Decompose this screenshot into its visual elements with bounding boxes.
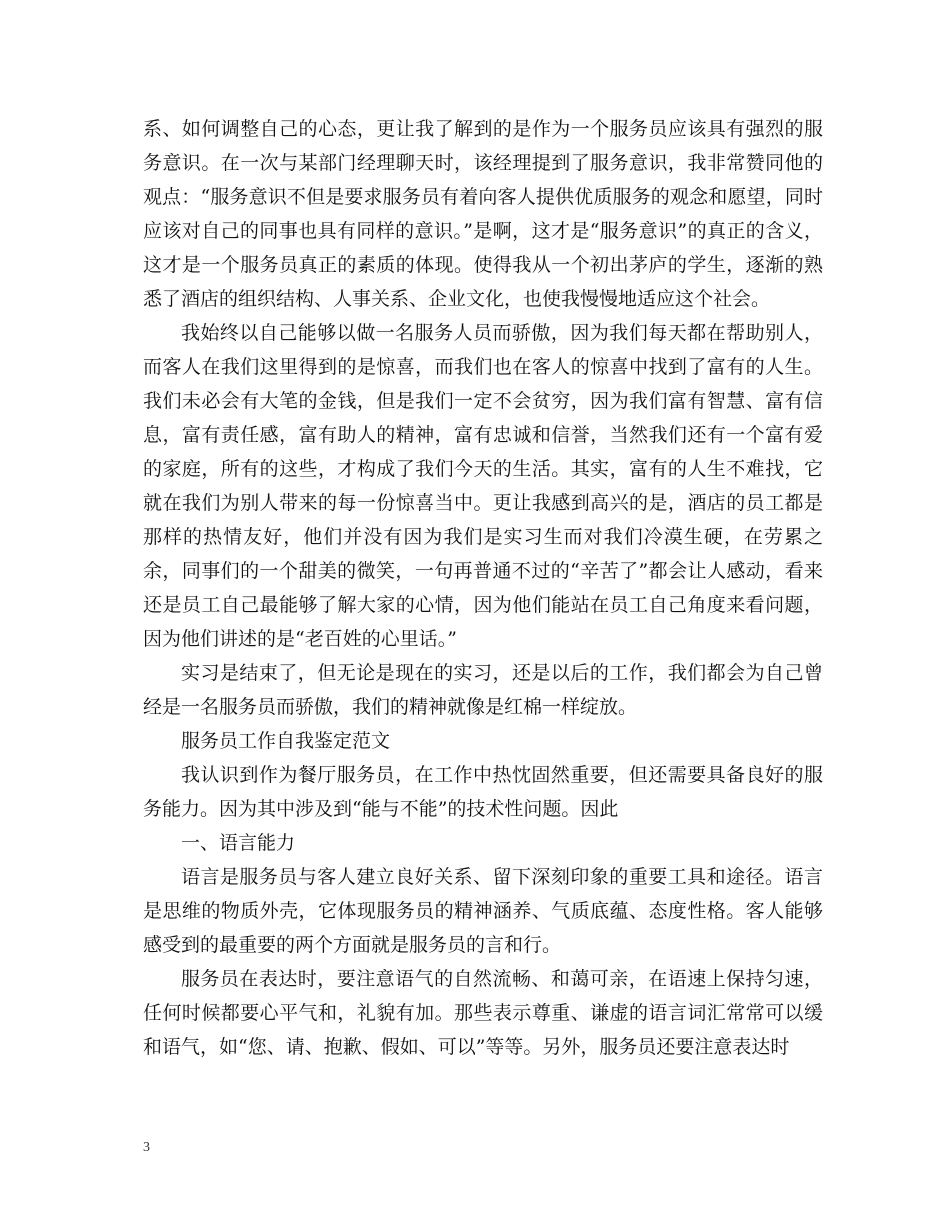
paragraph: 服务员在表达时，要注意语气的自然流畅、和蔼可亲，在语速上保持匀速，任何时候都要心平气和，礼貌有加。那些表示尊重、谦虚的语言词汇常常可以缓和语气，如“您、请、抱歉、假如、可以”等等。另外，服务员还要注意表达时 (143, 968, 823, 1058)
page-number: 3 (143, 1140, 150, 1155)
document-body (143, 112, 823, 1064)
paragraph: 我认识到作为餐厅服务员，在工作中热忱固然重要，但还需要具备良好的服务能力。因为其中涉及到“能与不能”的技术性问题。因此 (143, 764, 823, 820)
section-title: 服务员工作自我鉴定范文 (181, 730, 391, 752)
section-heading: 一、语言能力 (181, 832, 296, 854)
paragraph-continuation: 系、如何调整自己的心态，更让我了解到的是作为一个服务员应该具有强烈的服务意识。在一次与某部门经理聊天时，该经理提到了服务意识，我非常赞同他的观点：“服务意识不但是要求服务员有着向客人提供优质服务的观念和愿望，同时应该对自己的同事也具有同样的意识。”是啊，这才是“服务意识”的真正的含义，这才是一个服务员真正的素质的体现。使得我从一个初出茅庐的学生，逐渐的熟悉了酒店的组织结构、人事关系、企业文化，也使我慢慢地适应这个社会。 (143, 118, 823, 310)
paragraph: 语言是服务员与客人建立良好关系、留下深刻印象的重要工具和途径。语言是思维的物质外壳，它体现服务员的精神涵养、气质底蕴、态度性格。客人能够感受到的最重要的两个方面就是服务员的言和行。 (143, 866, 823, 956)
paragraph: 实习是结束了，但无论是现在的实习，还是以后的工作，我们都会为自己曾经是一名服务员而骄傲，我们的精神就像是红棉一样绽放。 (143, 662, 823, 718)
paragraph: 我始终以自己能够以做一名服务人员而骄傲，因为我们每天都在帮助别人，而客人在我们这里得到的是惊喜，而我们也在客人的惊喜中找到了富有的人生。我们未必会有大笔的金钱，但是我们一定不会贫穷，因为我们富有智慧、富有信息，富有责任感，富有助人的精神，富有忠诚和信誉，当然我们还有一个富有爱的家庭，所有的这些，才构成了我们今天的生活。其实，富有的人生不难找，它就在我们为别人带来的每一份惊喜当中。更让我感到高兴的是，酒店的员工都是那样的热情友好，他们并没有因为我们是实习生而对我们冷漠生硬，在劳累之余，同事们的一个甜美的微笑，一句再普通不过的“辛苦了”都会让人感动，看来还是员工自己最能够了解大家的心情，因为他们能站在员工自己角度来看问题，因为他们讲述的是“老百姓的心里话。” (143, 322, 823, 650)
